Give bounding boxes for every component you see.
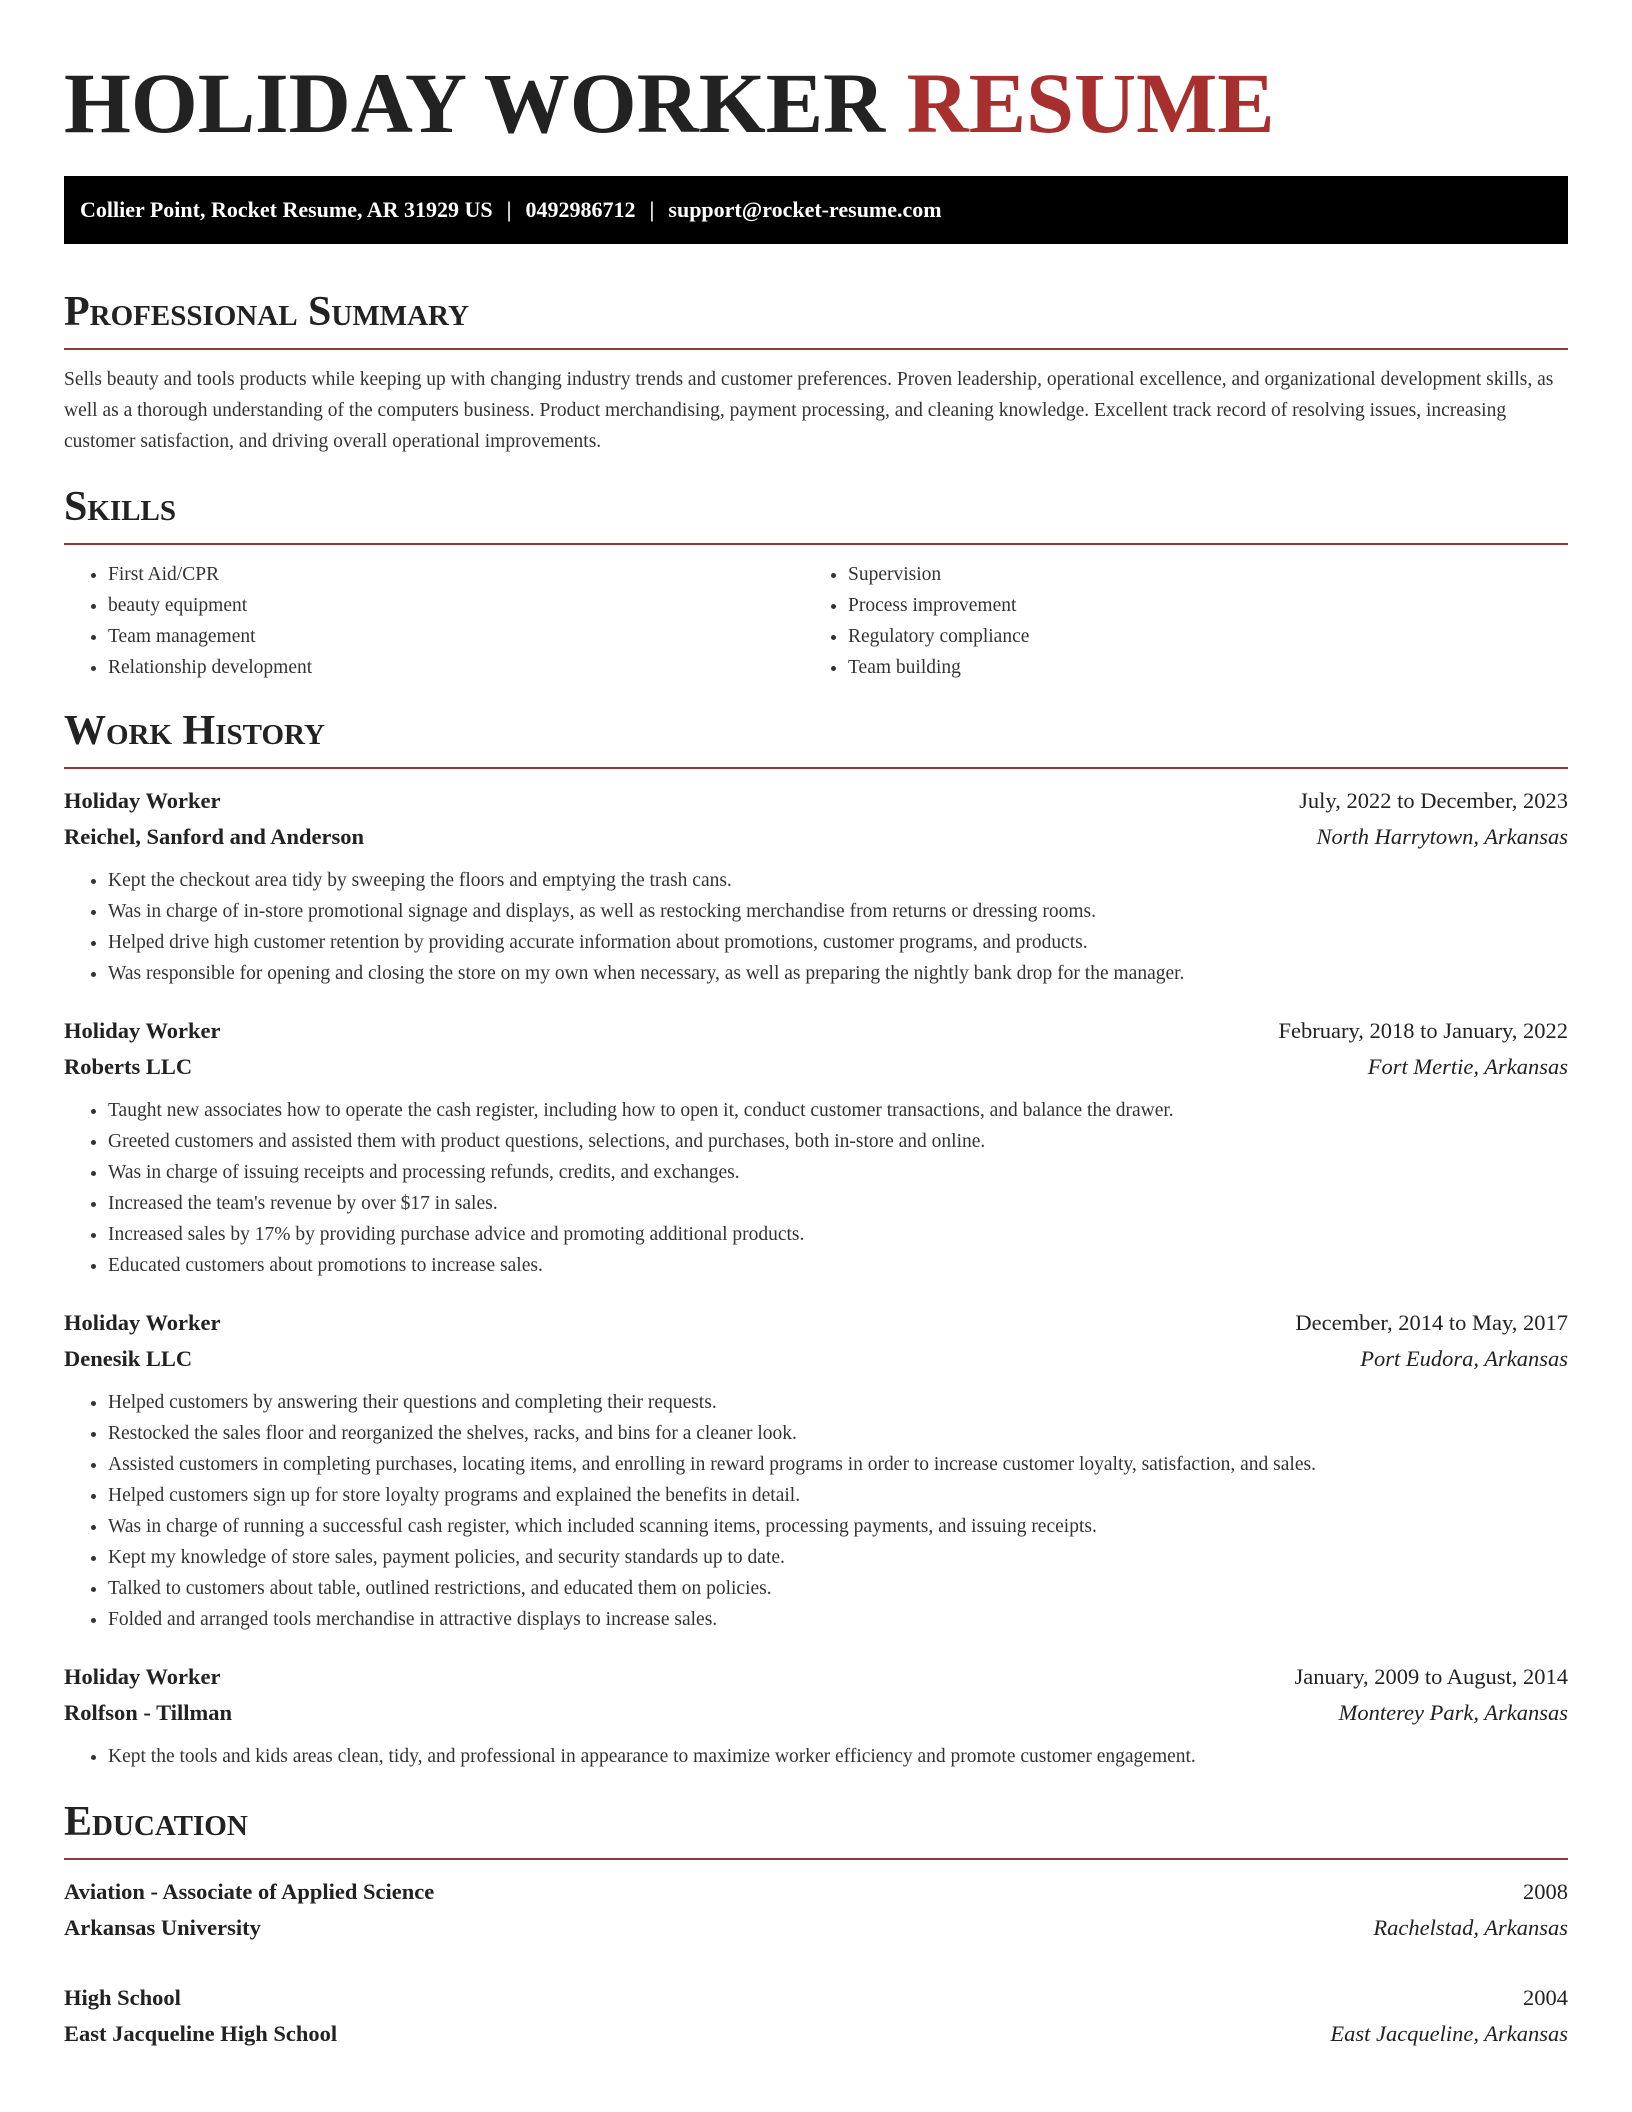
job-bullet: • Educated customers about promotions to increase sales. <box>108 1250 1568 1281</box>
education-year: 2004 <box>1523 1985 1568 2010</box>
job-bullet: • Greeted customers and assisted them with product questions, selections, and purchases, both in-store and online. <box>108 1126 1568 1157</box>
education-entry <box>64 1874 1568 1946</box>
section-divider <box>64 543 1568 545</box>
education-location: East Jacqueline, Arkansas <box>1330 2021 1568 2046</box>
job-bullet: • Was responsible for opening and closing the store on my own when necessary, as well as preparing the nightly bank drop for the manager. <box>108 958 1568 989</box>
job-entry <box>64 1659 1568 1772</box>
education-degree-row <box>64 1874 1568 1910</box>
job-header-row <box>64 1305 1568 1341</box>
education-school-row <box>64 2016 1568 2052</box>
job-company-row <box>64 1695 1568 1731</box>
job-title: Holiday Worker <box>64 1018 221 1043</box>
job-title: Holiday Worker <box>64 1310 221 1335</box>
job-dates: July, 2022 to December, 2023 <box>1299 788 1568 813</box>
job-header-row <box>64 1659 1568 1695</box>
summary-text: Sells beauty and tools products while keeping up with changing industry trends and customer preferences. Proven leadership, operational excellence, and organizational development skills, as well as a thorough understanding of the computers business. Product merchandising, payment processing, and cleaning knowledge. Excellent track record of resolving issues, increasing customer satisfaction, and driving overall operational improvements. <box>64 369 1554 452</box>
contact-bar <box>64 176 1568 244</box>
section-divider <box>64 348 1568 350</box>
title-accent: RESUME <box>906 55 1275 151</box>
job-location: Monterey Park, Arkansas <box>1338 1700 1568 1725</box>
job-bullets <box>64 1741 1568 1772</box>
job-location: Fort Mertie, Arkansas <box>1367 1054 1568 1079</box>
skill-item: • First Aid/CPR <box>108 559 804 590</box>
job-bullet: • Folded and arranged tools merchandise in attractive displays to increase sales. <box>108 1604 1568 1635</box>
contact-address: Collier Point, Rocket Resume, AR 31929 US <box>80 197 493 222</box>
job-title: Holiday Worker <box>64 788 221 813</box>
job-location: Port Eudora, Arkansas <box>1360 1346 1568 1371</box>
education-school-row <box>64 1910 1568 1946</box>
education-year: 2008 <box>1523 1879 1568 1904</box>
work-history-heading: Work History <box>64 708 325 754</box>
skill-item: • Regulatory compliance <box>848 621 1544 652</box>
skills-column-left <box>64 559 804 683</box>
job-entry <box>64 1013 1568 1281</box>
job-bullet: • Restocked the sales floor and reorganized the shelves, racks, and bins for a cleaner look. <box>108 1418 1568 1449</box>
job-bullet: • Taught new associates how to operate the cash register, including how to open it, conduct customer transactions, and balance the drawer. <box>108 1095 1568 1126</box>
contact-separator: | <box>506 197 512 222</box>
job-bullet: • Helped drive high customer retention by providing accurate information about promotions, customer programs, and products. <box>108 927 1568 958</box>
job-bullet: • Assisted customers in completing purchases, locating items, and enrolling in reward programs in order to increase customer loyalty, satisfaction, and sales. <box>108 1449 1568 1480</box>
job-company-row <box>64 1049 1568 1085</box>
contact-phone: 0492986712 <box>525 197 636 222</box>
job-bullet: • Kept the checkout area tidy by sweeping the floors and emptying the trash cans. <box>108 865 1568 896</box>
education-heading: Education <box>64 1799 248 1845</box>
education-degree: High School <box>64 1985 181 2010</box>
skill-item: • Supervision <box>848 559 1544 590</box>
job-bullets <box>64 865 1568 989</box>
job-bullet: • Was in charge of running a successful cash register, which included scanning items, processing payments, and issuing receipts. <box>108 1511 1568 1542</box>
section-divider <box>64 1858 1568 1860</box>
job-dates: December, 2014 to May, 2017 <box>1295 1310 1568 1335</box>
job-company-row <box>64 819 1568 855</box>
job-bullets <box>64 1095 1568 1281</box>
job-company: Rolfson - Tillman <box>64 1700 232 1725</box>
education-degree-row <box>64 1980 1568 2016</box>
job-location: North Harrytown, Arkansas <box>1316 824 1568 849</box>
job-bullet: • Helped customers by answering their questions and completing their requests. <box>108 1387 1568 1418</box>
job-bullet: • Was in charge of issuing receipts and processing refunds, credits, and exchanges. <box>108 1157 1568 1188</box>
skill-item: • Relationship development <box>108 652 804 683</box>
job-dates: February, 2018 to January, 2022 <box>1278 1018 1568 1043</box>
job-entry <box>64 1305 1568 1635</box>
job-company: Roberts LLC <box>64 1054 193 1079</box>
contact-separator: | <box>649 197 655 222</box>
job-title: Holiday Worker <box>64 1664 221 1689</box>
education-location: Rachelstad, Arkansas <box>1373 1915 1568 1940</box>
job-header-row <box>64 783 1568 819</box>
job-entry <box>64 783 1568 989</box>
job-bullet: • Increased sales by 17% by providing purchase advice and promoting additional products. <box>108 1219 1568 1250</box>
job-header-row <box>64 1013 1568 1049</box>
job-bullet: • Kept my knowledge of store sales, payment policies, and security standards up to date. <box>108 1542 1568 1573</box>
job-dates: January, 2009 to August, 2014 <box>1294 1664 1568 1689</box>
skills-column-right <box>804 559 1544 683</box>
job-bullets <box>64 1387 1568 1635</box>
job-bullet: • Helped customers sign up for store loyalty programs and explained the benefits in detail. <box>108 1480 1568 1511</box>
skill-item: • Team building <box>848 652 1544 683</box>
job-company: Denesik LLC <box>64 1346 193 1371</box>
education-degree: Aviation - Associate of Applied Science <box>64 1879 435 1904</box>
title-main: HOLIDAY WORKER <box>64 55 886 151</box>
job-bullet: • Talked to customers about table, outlined restrictions, and educated them on policies. <box>108 1573 1568 1604</box>
job-bullet: • Kept the tools and kids areas clean, tidy, and professional in appearance to maximize worker efficiency and promote customer engagement. <box>108 1741 1568 1772</box>
skills-list <box>64 559 1568 683</box>
job-bullet: • Was in charge of in-store promotional signage and displays, as well as restocking merchandise from returns or dressing rooms. <box>108 896 1568 927</box>
resume-title <box>64 55 1275 151</box>
education-school: Arkansas University <box>64 1915 261 1940</box>
skill-item: • Process improvement <box>848 590 1544 621</box>
skill-item: • Team management <box>108 621 804 652</box>
skill-item: • beauty equipment <box>108 590 804 621</box>
job-bullet: • Increased the team's revenue by over $17 in sales. <box>108 1188 1568 1219</box>
contact-email: support@rocket-resume.com <box>668 197 942 222</box>
education-school: East Jacqueline High School <box>64 2021 338 2046</box>
job-company: Reichel, Sanford and Anderson <box>64 824 365 849</box>
skills-heading: Skills <box>64 484 177 530</box>
job-company-row <box>64 1341 1568 1377</box>
resume-body <box>64 286 1568 2086</box>
education-entry <box>64 1980 1568 2052</box>
section-divider <box>64 767 1568 769</box>
summary-heading: Professional Summary <box>64 289 469 335</box>
